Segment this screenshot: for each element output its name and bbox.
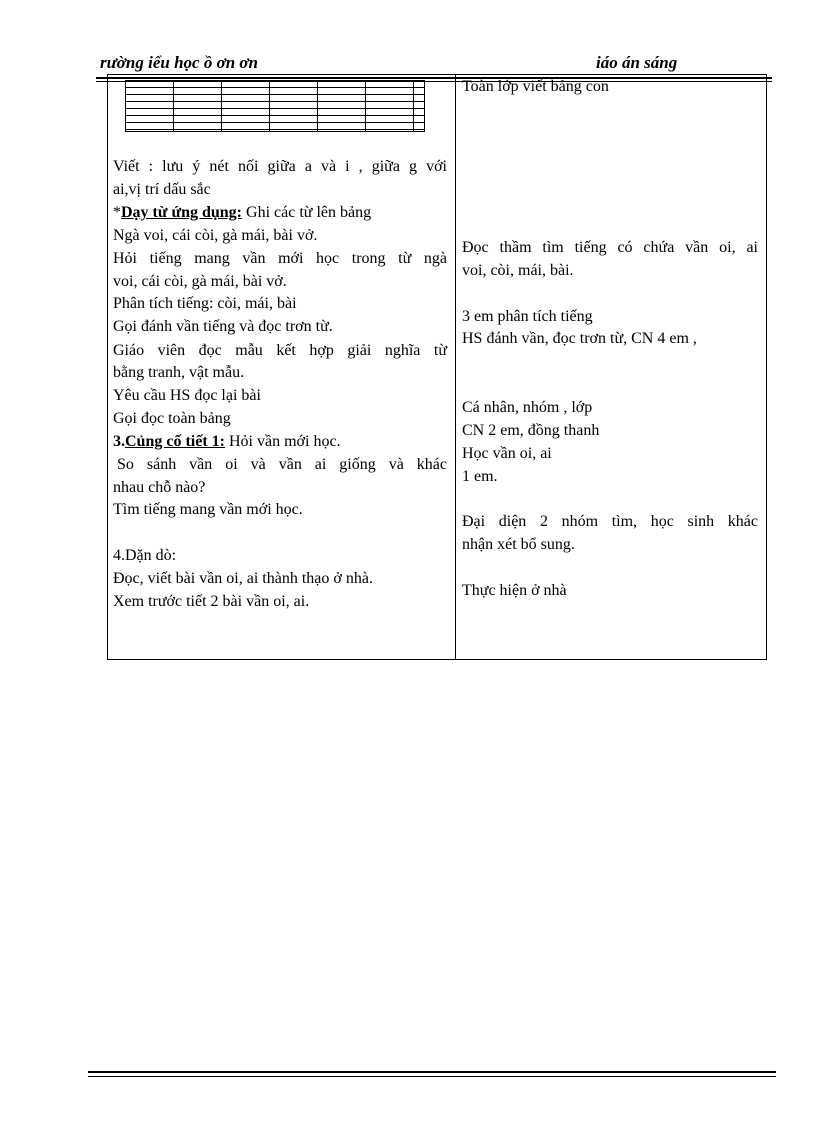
compare-line-1: So sánh vần oi và vần ai giống và khác <box>117 456 447 473</box>
reread-instruction: Yêu cầu HS đọc lại bài <box>113 387 261 404</box>
student-spelling: HS đánh vần, đọc trơn từ, CN 4 em , <box>462 330 697 347</box>
homework-line-1: Đọc, viết bài vần oi, ai thành thạo ở nhà. <box>113 570 373 587</box>
homework-heading: 4.Dặn dò: <box>113 547 177 564</box>
find-words-instruction: Tìm tiếng mang vần mới học. <box>113 501 303 518</box>
question-line-2: voi, cái còi, gà mái, bài vở. <box>113 273 287 290</box>
analysis-instruction: Phân tích tiếng: còi, mái, bài <box>113 295 297 312</box>
teacher-reading-line-1: Giáo viên đọc mẫu kết hợp giải nghĩa từ <box>113 342 447 359</box>
handwriting-practice-grid <box>125 80 425 132</box>
group-representative-line-1: Đại diện 2 nhóm tìm, học sinh khác <box>462 513 758 530</box>
learned-rhymes: Học vần oi, ai <box>462 445 552 462</box>
header-school-name: rường iểu học ồ ơn ơn <box>100 53 259 72</box>
footer-rule-thin <box>88 1076 776 1077</box>
group-representative-line-2: nhận xét bổ sung. <box>462 536 575 553</box>
header-document-type: iáo án sáng <box>596 53 678 72</box>
applied-words-instruction: Ghi các từ lên bảng <box>242 204 372 221</box>
two-students-chorus: CN 2 em, đồng thanh <box>462 422 600 439</box>
individual-group-class: Cá nhân, nhóm , lớp <box>462 399 593 416</box>
consolidation-number: 3. <box>113 433 125 450</box>
applied-words-prefix: * <box>113 204 121 221</box>
silent-reading-line-1: Đọc thầm tìm tiếng có chứa vần oi, ai <box>462 239 758 256</box>
three-students-analysis: 3 em phân tích tiếng <box>462 308 593 325</box>
applied-words-list: Ngà voi, cái còi, gà mái, bài vở. <box>113 227 318 244</box>
one-student: 1 em. <box>462 468 498 485</box>
homework-line-2: Xem trước tiết 2 bài vần oi, ai. <box>113 593 310 610</box>
read-board-instruction: Gọi đọc toàn bảng <box>113 410 231 427</box>
do-at-home: Thực hiện ở nhà <box>462 582 567 599</box>
compare-line-2: nhau chỗ nào? <box>113 479 206 496</box>
consolidation-line <box>113 431 447 453</box>
writing-note-line-2: ai,vị trí dấu sắc <box>113 181 211 198</box>
applied-words-line <box>113 202 447 224</box>
consolidation-heading: Củng cố tiết 1: <box>125 433 225 450</box>
whole-class-writing: Toàn lớp viết bảng con <box>462 78 609 95</box>
silent-reading-line-2: voi, còi, mái, bài. <box>462 262 574 279</box>
column-divider <box>455 74 456 660</box>
teacher-reading-line-2: bằng tranh, vật mẫu. <box>113 364 245 381</box>
writing-note-line-1: Viết : lưu ý nét nối giữa a và i , giữa g với <box>113 158 447 175</box>
spelling-instruction: Gọi đánh vần tiếng và đọc trơn từ. <box>113 318 333 335</box>
applied-words-heading: Dạy từ ứng dụng: <box>121 204 243 221</box>
footer-rule <box>88 1071 776 1073</box>
consolidation-question: Hỏi vần mới học. <box>224 433 341 450</box>
question-line-1: Hỏi tiếng mang vần mới học trong từ ngà <box>113 250 447 267</box>
